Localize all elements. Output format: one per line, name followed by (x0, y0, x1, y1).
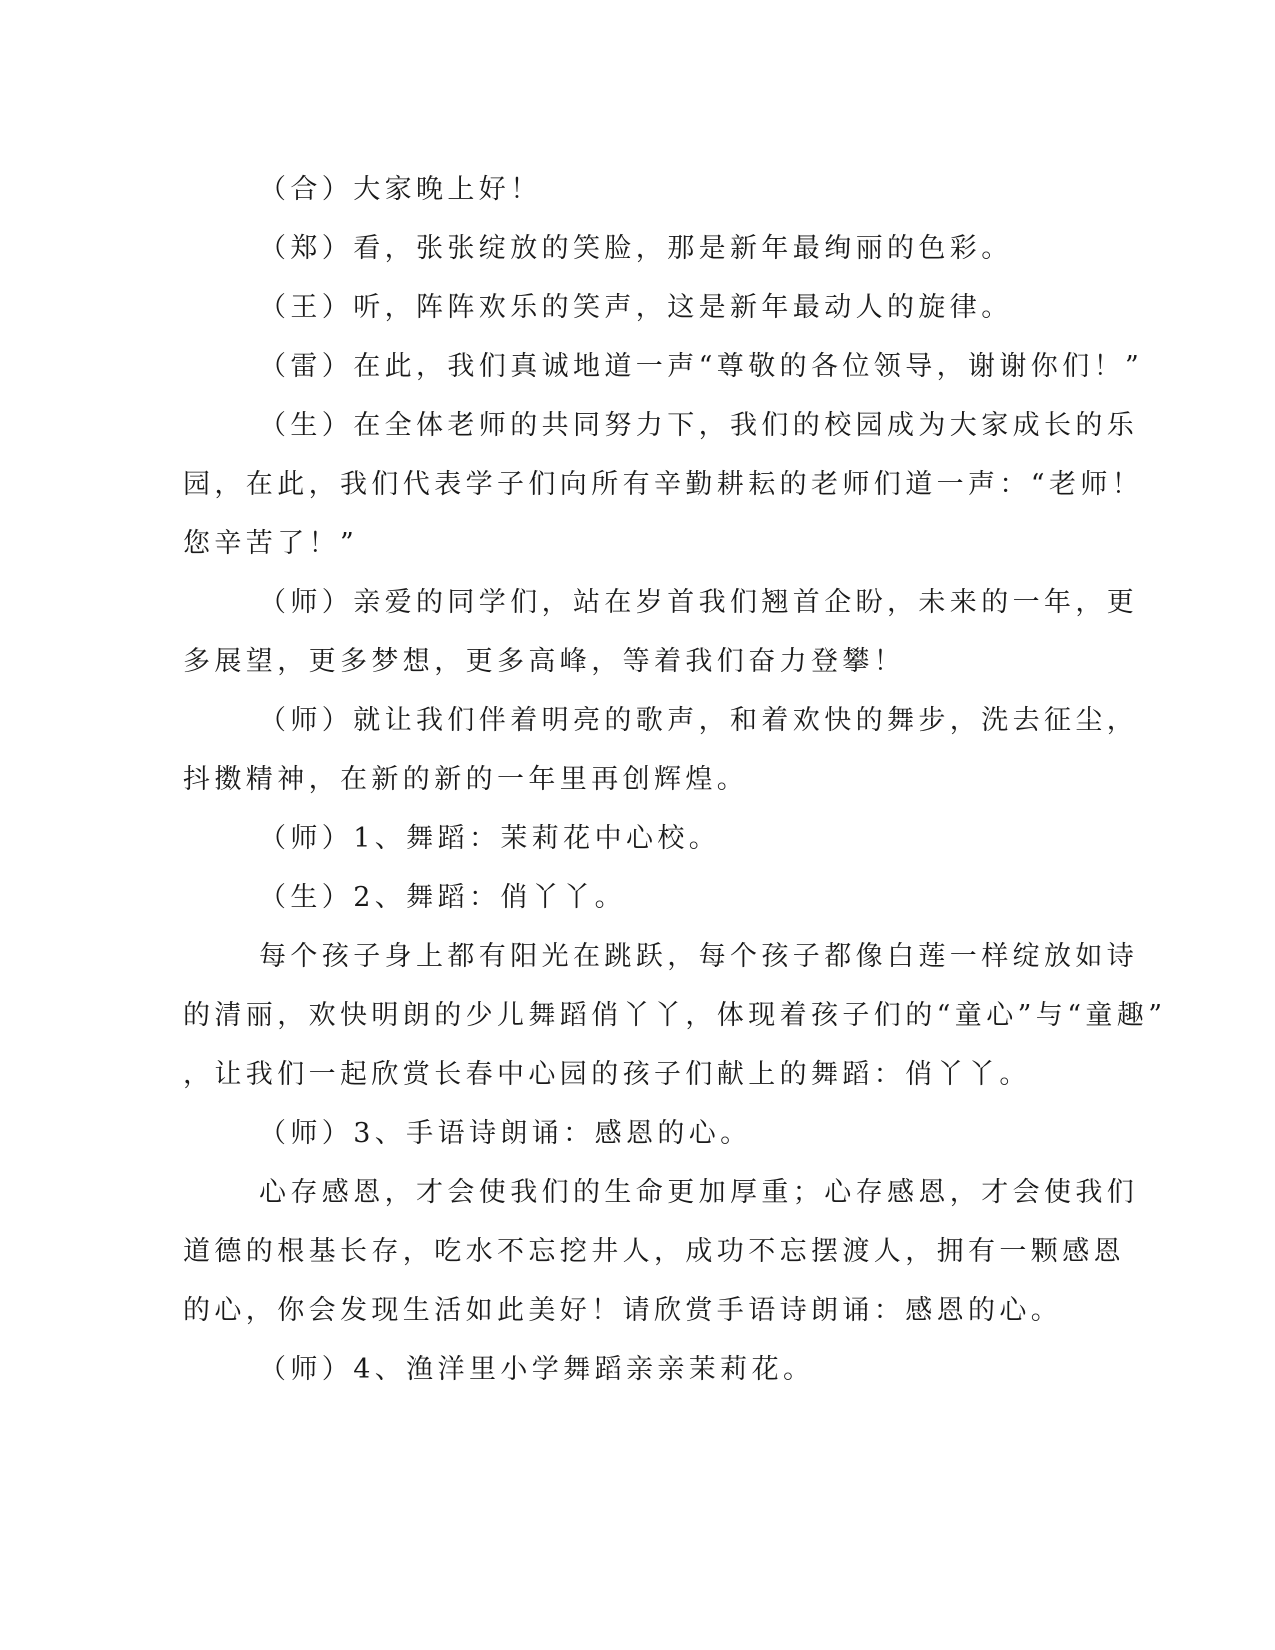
text-line: （生）2、舞蹈：俏丫丫。 (259, 882, 626, 913)
text-line: （师）4、渔洋里小学舞蹈亲亲茉莉花。 (259, 1354, 815, 1385)
text-line: （王）听，阵阵欢乐的笑声，这是新年最动人的旋律。 (259, 292, 1013, 323)
text-line: 多展望，更多梦想，更多高峰，等着我们奋力登攀！ (183, 646, 906, 677)
text-line: （雷）在此，我们真诚地道一声“尊敬的各位领导，谢谢你们！” (259, 351, 1144, 382)
text-line: 抖擞精神，在新的新的一年里再创辉煌。 (183, 764, 749, 795)
text-line: 的清丽，欢快明朗的少儿舞蹈俏丫丫，体现着孩子们的“童心”与“童趣” (183, 1000, 1167, 1031)
text-line: 的心，你会发现生活如此美好！请欣赏手语诗朗诵：感恩的心。 (183, 1295, 1063, 1326)
text-line: （郑）看，张张绽放的笑脸，那是新年最绚丽的色彩。 (259, 233, 1013, 264)
text-line: ，让我们一起欣赏长春中心园的孩子们献上的舞蹈：俏丫丫。 (183, 1059, 1031, 1090)
text-line: （师）1、舞蹈：茉莉花中心校。 (259, 823, 721, 854)
text-line: （合）大家晚上好！ (259, 174, 542, 205)
text-line: 道德的根基长存，吃水不忘挖井人，成功不忘摆渡人，拥有一颗感恩 (183, 1236, 1125, 1267)
text-line: 心存感恩，才会使我们的生命更加厚重；心存感恩，才会使我们 (259, 1177, 1139, 1208)
text-line: （师）3、手语诗朗诵：感恩的心。 (259, 1118, 752, 1149)
text-line: （师）亲爱的同学们，站在岁首我们翘首企盼，未来的一年，更 (259, 587, 1139, 618)
text-line: 您辛苦了！” (183, 528, 359, 559)
text-line: 园，在此，我们代表学子们向所有辛勤耕耘的老师们道一声：“老师！ (183, 469, 1144, 500)
text-line: （生）在全体老师的共同努力下，我们的校园成为大家成长的乐 (259, 410, 1139, 441)
document-body (183, 160, 1167, 1399)
text-line: （师）就让我们伴着明亮的歌声，和着欢快的舞步，洗去征尘， (259, 705, 1139, 736)
text-line: 每个孩子身上都有阳光在跳跃，每个孩子都像白莲一样绽放如诗 (259, 941, 1139, 972)
